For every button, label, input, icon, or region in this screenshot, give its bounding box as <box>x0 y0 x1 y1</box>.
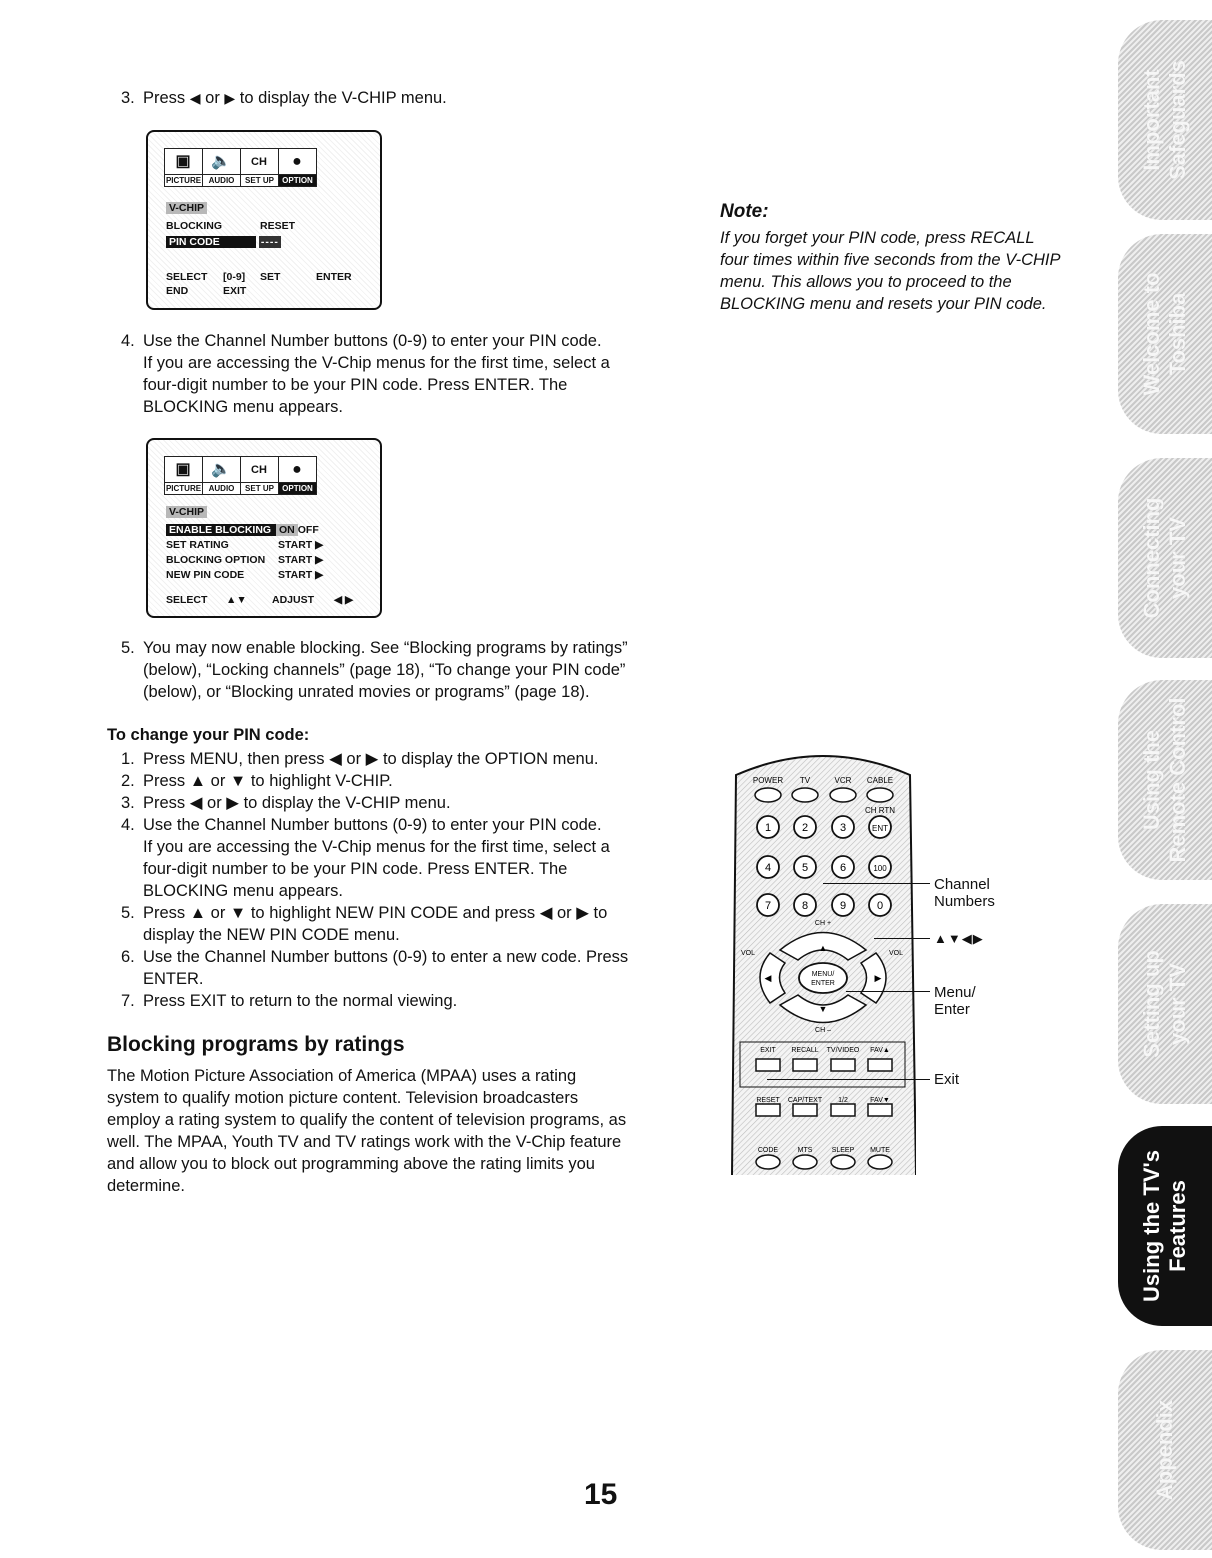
right-arrow-icon: ▶ <box>874 973 882 983</box>
menu-title-text: V-CHIP <box>166 506 207 518</box>
menu-value: START ▶ <box>278 569 324 581</box>
cable-button <box>867 788 893 802</box>
function-label: SLEEP <box>831 1147 855 1154</box>
menu-title-text: V-CHIP <box>166 202 207 214</box>
cable-label: CABLE <box>866 776 894 785</box>
down-arrow-icon: ▼ <box>818 1004 828 1014</box>
menu-row-new-pin <box>166 569 324 581</box>
menu-tabs <box>164 456 316 495</box>
channel-icon: CH <box>251 156 267 168</box>
function-label: CODE <box>757 1147 779 1154</box>
digit-label: 6 <box>839 862 847 874</box>
side-tab-important-safeguards[interactable] <box>1118 20 1212 220</box>
tab-label: OPTION <box>279 174 316 186</box>
step-number: 2. <box>121 772 135 790</box>
callout-line-exit <box>767 1079 930 1080</box>
function-label: 1/2 <box>838 1097 848 1104</box>
side-tab-label: Connecting your TV <box>1139 497 1190 619</box>
channel-icon: CH <box>251 464 267 476</box>
right-arrow-icon: ▶ <box>224 90 236 106</box>
tab-picture <box>164 148 203 187</box>
picture-icon: ▣ <box>175 461 191 478</box>
step-line: If you are accessing the V-Chip menus for the first time, select a <box>143 838 610 856</box>
change-pin-step <box>121 902 691 946</box>
vol-plus-label: VOL <box>888 950 904 957</box>
function-button <box>793 1104 817 1116</box>
function-label: TV/VIDEO <box>826 1047 860 1054</box>
function-label: RESET <box>756 1097 780 1104</box>
side-tab-features[interactable] <box>1118 1126 1212 1326</box>
section-line: The Motion Picture Association of America (MPAA) uses a rating <box>107 1067 577 1085</box>
digit-label: 3 <box>839 822 847 834</box>
menu-enter-button <box>799 963 847 993</box>
function-label: EXIT <box>760 1047 776 1054</box>
menu-label: NEW PIN CODE <box>166 569 245 581</box>
tab-label: SET UP <box>241 174 278 186</box>
section-body <box>107 1065 687 1197</box>
function-button <box>793 1155 817 1169</box>
menu-label: BLOCKING <box>166 220 222 232</box>
step-text <box>143 87 447 109</box>
up-arrow-icon: ▲ <box>818 943 828 953</box>
step-line: four-digit number to be your PIN code. Press ENTER. The <box>143 376 568 394</box>
section-heading: Blocking programs by ratings <box>107 1033 405 1056</box>
step-line: Press ◀ or ▶ to display the V-CHIP menu. <box>143 794 451 812</box>
side-tab-appendix[interactable] <box>1118 1350 1212 1550</box>
menu-row-enable-blocking <box>166 524 319 536</box>
tab-label: AUDIO <box>203 482 240 494</box>
step-number: 3. <box>121 89 135 107</box>
menu-label: MENU/ <box>811 971 835 978</box>
tab-label: SET UP <box>241 482 278 494</box>
menu-label: SET RATING <box>166 539 229 551</box>
change-pin-step <box>121 946 691 990</box>
change-pin-step <box>121 748 691 770</box>
tab-label: OPTION <box>279 482 316 494</box>
tab-label: PICTURE <box>165 176 202 185</box>
side-tab-label: Using the Remote Control <box>1139 697 1190 863</box>
function-button <box>756 1155 780 1169</box>
step-line: BLOCKING menu appears. <box>143 398 343 416</box>
digit-label: 4 <box>764 862 772 874</box>
remote-control-illustration <box>730 745 916 1175</box>
step-text <box>143 330 610 418</box>
note-line: If you forget your PIN code, press RECALL <box>720 229 1035 247</box>
menu-title <box>166 202 207 214</box>
menu-value-off: OFF <box>297 524 319 536</box>
footer-enter: ENTER <box>316 271 352 283</box>
side-tab-label: Important Safeguards <box>1139 60 1190 180</box>
step-line: BLOCKING menu appears. <box>143 882 343 900</box>
enter-label: ENTER <box>811 980 835 987</box>
person-icon: ● <box>292 153 302 170</box>
menu-value: RESET <box>260 220 296 232</box>
step-line: Use the Channel Number buttons (0-9) to enter your PIN code. <box>143 332 602 350</box>
menu-tabs <box>164 148 316 187</box>
menu-value-on: ON <box>276 524 298 536</box>
menu-row-set-rating <box>166 539 324 551</box>
menu-row-pincode <box>166 236 281 248</box>
side-tab-setting-up[interactable] <box>1118 904 1212 1104</box>
digit-label: 7 <box>764 900 772 912</box>
callout-line-channel <box>823 883 930 884</box>
section-line: well. The MPAA, Youth TV and TV ratings work with the V-Chip feature <box>107 1133 622 1151</box>
power-button <box>755 788 781 802</box>
side-tab-label: Setting up your TV <box>1139 950 1190 1058</box>
vol-minus-label: VOL <box>740 950 756 957</box>
function-label: MUTE <box>870 1147 890 1154</box>
menu-value: START ▶ <box>278 539 324 551</box>
tab-option <box>278 456 317 495</box>
digit-label: 0 <box>876 900 884 912</box>
tab-setup <box>240 456 279 495</box>
note-line: menu. This allows you to proceed to the <box>720 273 1012 291</box>
function-button <box>868 1059 892 1071</box>
step-number: 6. <box>121 948 135 966</box>
step-line: If you are accessing the V-Chip menus for the first time, select a <box>143 354 610 372</box>
function-button <box>793 1059 817 1071</box>
step-text-post: to display the V-CHIP menu. <box>239 89 447 107</box>
footer-end: END <box>166 285 189 297</box>
step-line: Press ▲ or ▼ to highlight NEW PIN CODE and press ◀ or ▶ to <box>143 904 608 922</box>
tab-audio <box>202 148 241 187</box>
vcr-button <box>830 788 856 802</box>
function-label: MTS <box>797 1147 813 1154</box>
digit-label: 8 <box>801 900 809 912</box>
footer-select-key: [0-9] <box>223 271 246 283</box>
menu-label-highlight: PIN CODE <box>166 236 256 248</box>
change-pin-heading: To change your PIN code: <box>107 726 310 744</box>
callout-line-arrows <box>874 938 930 939</box>
step-line: display the NEW PIN CODE menu. <box>143 926 400 944</box>
note-body <box>720 227 1100 315</box>
ch-plus-label: CH + <box>814 920 832 927</box>
step-number: 7. <box>121 992 135 1010</box>
menu-row-blocking-option <box>166 554 324 566</box>
function-label: CAP/TEXT <box>787 1097 823 1104</box>
tab-setup <box>240 148 279 187</box>
step-text-pre: Press <box>143 89 186 107</box>
step-line: (below), or “Blocking unrated movies or programs” (page 18). <box>143 683 590 701</box>
footer-set: SET <box>260 271 281 283</box>
step-line: You may now enable blocking. See “Blocking programs by ratings” <box>143 639 628 657</box>
menu-title <box>166 506 207 518</box>
digit-label: 1 <box>764 822 772 834</box>
vcr-label: VCR <box>834 776 852 785</box>
note-line: four times within five seconds from the V-CHIP <box>720 251 1061 269</box>
digit-label: 100 <box>873 864 887 873</box>
function-button <box>756 1104 780 1116</box>
digit-label: ENT <box>872 824 888 833</box>
function-button <box>831 1155 855 1169</box>
digit-label: 5 <box>801 862 809 874</box>
step-line: four-digit number to be your PIN code. Press ENTER. The <box>143 860 568 878</box>
change-pin-step <box>121 814 691 902</box>
section-line: employ a rating system to qualify the content of television programs, as <box>107 1111 627 1129</box>
page-number: 15 <box>584 1478 618 1511</box>
left-arrow-icon: ◀ <box>189 90 201 106</box>
digit-label: 2 <box>801 822 809 834</box>
digit-label: 9 <box>839 900 847 912</box>
function-label: FAV▼ <box>870 1097 890 1104</box>
step-number: 5. <box>121 639 135 657</box>
footer-select: SELECT <box>166 594 208 606</box>
section-line: and allow you to block out programming above the rating limits you <box>107 1155 595 1173</box>
function-button <box>831 1104 855 1116</box>
tab-audio <box>202 456 241 495</box>
side-tab-label: Appendix <box>1152 1399 1177 1501</box>
footer-select: SELECT <box>166 271 208 283</box>
picture-icon: ▣ <box>175 153 191 170</box>
section-line: system to qualify motion picture content. Television broadcasters <box>107 1089 579 1107</box>
function-label: FAV▲ <box>870 1047 890 1054</box>
left-arrow-icon: ◀ <box>764 973 772 983</box>
step-number: 3. <box>121 794 135 812</box>
section-line: determine. <box>107 1177 185 1195</box>
speaker-icon: 🔈 <box>211 153 231 170</box>
speaker-icon: 🔈 <box>211 461 231 478</box>
function-button <box>868 1155 892 1169</box>
step-line: (below), “Locking channels” (page 18), “To change your PIN code” <box>143 661 626 679</box>
step-line: Press EXIT to return to the normal viewing. <box>143 992 458 1010</box>
change-pin-step <box>121 990 691 1012</box>
step-text-or: or <box>205 89 220 107</box>
tab-option <box>278 148 317 187</box>
menu-footer-1 <box>166 271 352 283</box>
side-tab-remote-control[interactable] <box>1118 680 1212 880</box>
menu-footer <box>166 594 354 606</box>
step-line: Press MENU, then press ◀ or ▶ to display the OPTION menu. <box>143 750 599 768</box>
change-pin-steps <box>121 748 691 1012</box>
note-line: BLOCKING menu and resets your PIN code. <box>720 295 1047 313</box>
step-line: Use the Channel Number buttons (0-9) to enter your PIN code. <box>143 816 602 834</box>
side-tab-connecting[interactable] <box>1118 458 1212 658</box>
menu-label-highlight: ENABLE BLOCKING <box>166 524 276 536</box>
step-number: 4. <box>121 332 135 350</box>
blocking-menu-screen <box>146 438 382 618</box>
callout-menu-enter: Menu/ Enter <box>934 984 976 1018</box>
footer-select-keys: ▲▼ <box>226 594 247 606</box>
function-button <box>756 1059 780 1071</box>
function-button <box>868 1104 892 1116</box>
note-heading: Note: <box>720 201 769 222</box>
ch-rtn-label: CH RTN <box>864 806 896 815</box>
power-label: POWER <box>752 776 784 785</box>
change-pin-step <box>121 770 691 792</box>
step-text <box>143 637 628 703</box>
change-pin-step <box>121 792 691 814</box>
function-button <box>831 1059 855 1071</box>
footer-exit: EXIT <box>223 285 247 297</box>
callout-exit: Exit <box>934 1071 960 1088</box>
menu-footer-2 <box>166 285 247 297</box>
callout-line-menu <box>846 991 930 992</box>
side-tab-label: Welcome to Toshiba <box>1139 272 1190 396</box>
step-line: Press ▲ or ▼ to highlight V-CHIP. <box>143 772 393 790</box>
step-number: 1. <box>121 750 135 768</box>
side-tab-label: Using the TV's Features <box>1139 1150 1190 1302</box>
step-number: 5. <box>121 904 135 922</box>
footer-adjust-keys: ◀ ▶ <box>334 594 354 606</box>
tab-label: AUDIO <box>203 174 240 186</box>
function-label: RECALL <box>791 1047 819 1054</box>
person-icon: ● <box>292 461 302 478</box>
tv-label: TV <box>799 776 811 785</box>
tab-label: PICTURE <box>165 484 202 493</box>
vchip-menu-screen <box>146 130 382 310</box>
tab-picture <box>164 456 203 495</box>
step-line: Use the Channel Number buttons (0-9) to enter a new code. Press <box>143 948 629 966</box>
callout-channel-numbers: Channel Numbers <box>934 876 995 910</box>
tv-button <box>792 788 818 802</box>
footer-adjust: ADJUST <box>272 594 315 606</box>
callout-arrows: ▲▼◀▶ <box>934 931 984 946</box>
side-tab-welcome[interactable] <box>1118 234 1212 434</box>
menu-value: START ▶ <box>278 554 324 566</box>
menu-label: BLOCKING OPTION <box>166 554 266 566</box>
menu-row-blocking <box>166 220 296 232</box>
ch-minus-label: CH – <box>815 1027 831 1034</box>
pin-value: ---- <box>260 236 279 248</box>
step-number: 4. <box>121 816 135 834</box>
step-line: ENTER. <box>143 970 204 988</box>
